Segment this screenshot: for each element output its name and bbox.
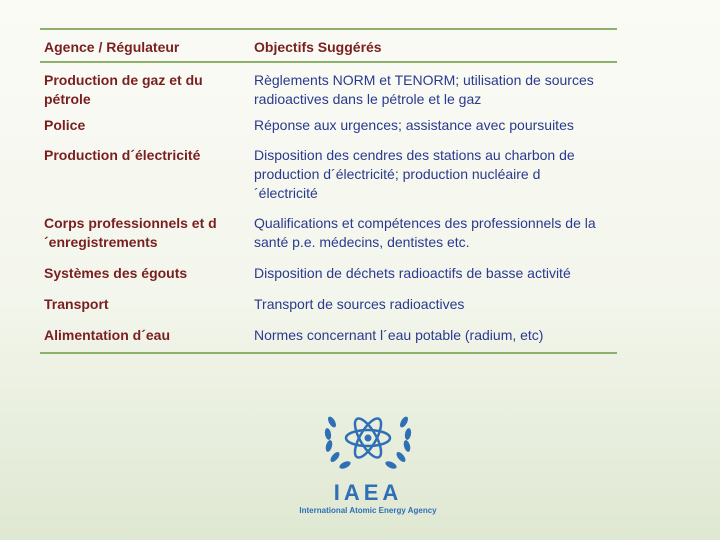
table-row [40,146,617,214]
agency-cell: Production de gaz et du pétrole [44,72,203,107]
table-row [40,295,617,326]
objective-cell: Transport de sources radioactives [254,296,465,312]
iaea-logo [288,400,448,520]
table-row [40,114,617,146]
table-row [40,326,617,352]
agency-objectives-table [40,28,617,354]
objective-cell: Réponse aux urgences; assistance avec poursuites [254,117,574,133]
agency-cell: Transport [44,296,109,312]
objective-cell: Qualifications et compétences des professionnels de la santé p.e. médecins, dentistes etc. [254,215,596,250]
logo-subtitle: International Atomic Energy Agency [299,506,437,515]
table-row [40,264,617,295]
objective-cell: Disposition de déchets radioactifs de basse activité [254,265,571,281]
objective-cell: Normes concernant l´eau potable (radium, etc) [254,327,544,343]
agency-cell: Police [44,117,86,133]
logo-title: IAEA [333,480,403,505]
objective-cell: Disposition des cendres des stations au charbon de production d´électricité; production nucléaire d´électricité [254,147,575,201]
header-agency: Agence / Régulateur [44,39,180,55]
agency-cell: Systèmes des égouts [44,265,188,281]
agency-cell: Corps professionnels et d´enregistrements [44,215,217,250]
agency-cell: Alimentation d´eau [44,327,171,343]
objective-cell: Règlements NORM et TENORM; utilisation de sources radioactives dans le pétrole et le gaz [254,72,594,107]
table-row [40,214,617,264]
agency-cell: Production d´électricité [44,147,201,163]
table-row [40,63,617,114]
header-objectives: Objectifs Suggérés [254,39,382,55]
iaea-emblem-icon [288,400,448,480]
table-header [40,30,617,63]
